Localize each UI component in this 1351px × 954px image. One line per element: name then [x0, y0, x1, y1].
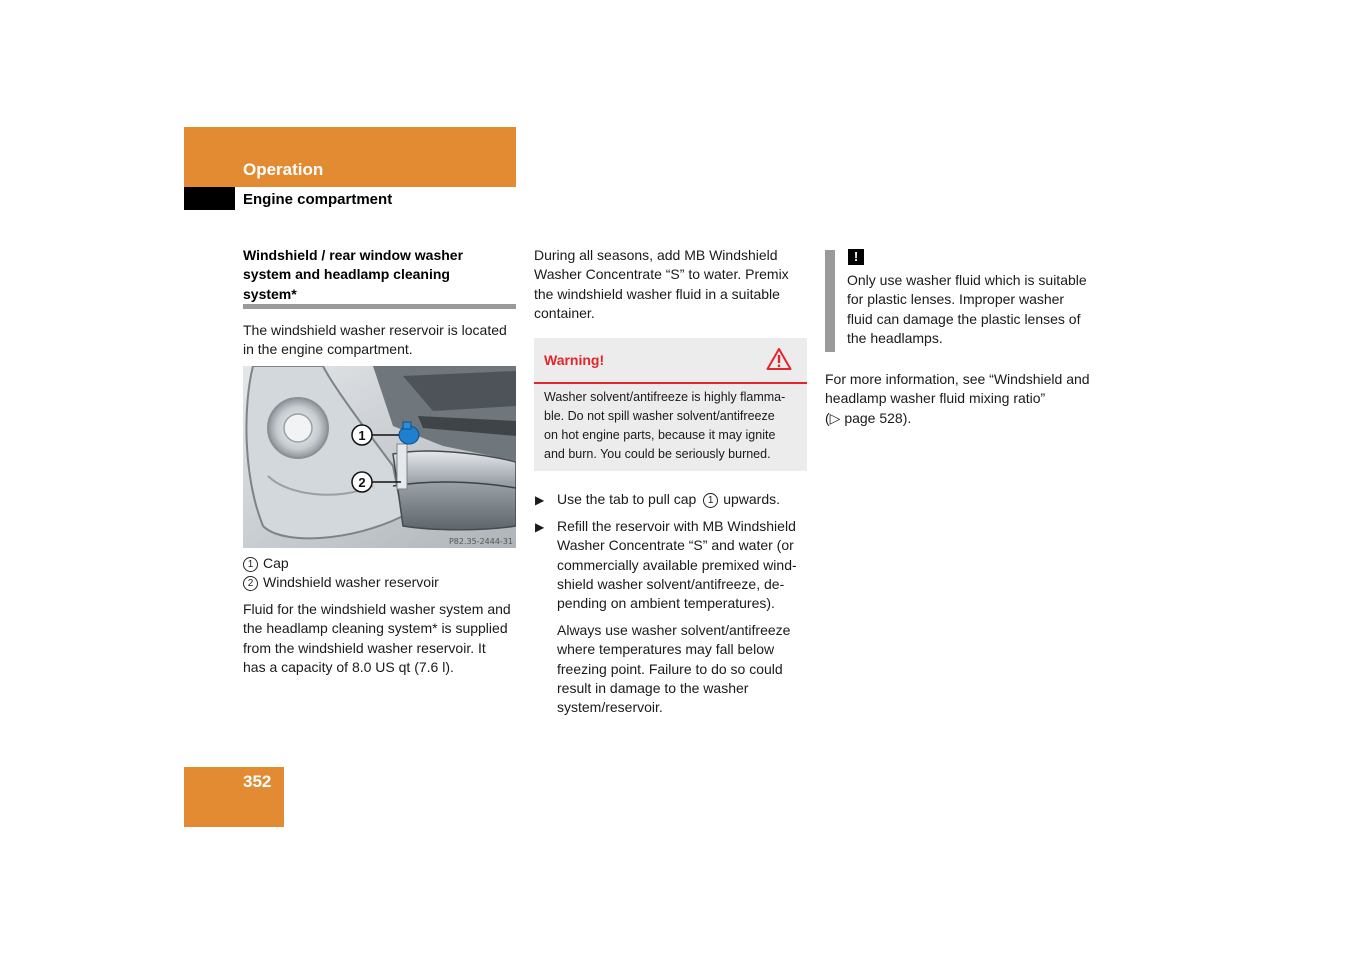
text-line: on hot engine parts, because it may ignite	[544, 428, 776, 442]
text-line: pending on ambient temperatures).	[557, 595, 775, 612]
more-info-paragraph	[825, 370, 1115, 428]
text-line: Fluid for the windshield washer system and	[243, 601, 511, 617]
exclamation-icon: !	[848, 249, 864, 265]
text-line: ble. Do not spill washer solvent/antifreeze	[544, 409, 775, 423]
antifreeze-paragraph	[557, 621, 817, 717]
engine-compartment-figure	[243, 366, 516, 548]
page-reference-link[interactable]: (▷ page 528).	[825, 409, 912, 426]
legend-item	[243, 573, 523, 592]
text-line: fluid can damage the plastic lenses of	[847, 310, 1081, 327]
step-bullet-icon: ▶	[535, 520, 545, 534]
heading-line: system and headlamp cleaning	[243, 266, 450, 283]
step-text: upwards.	[723, 491, 781, 507]
callout-reference: 1	[703, 493, 718, 508]
legend-text: Cap	[263, 555, 289, 571]
page-number: 352	[243, 772, 272, 791]
step-text: Use the tab to pull cap	[557, 491, 697, 507]
text-line: For more information, see “Windshield and	[825, 371, 1090, 387]
warning-title: Warning!	[544, 352, 605, 368]
text-line: Refill the reservoir with MB Windshield	[557, 518, 796, 534]
figure-legend	[243, 554, 523, 593]
text-line: from the windshield washer reservoir. It	[243, 639, 486, 656]
text-line: and burn. You could be seriously burned.	[544, 447, 771, 461]
figure-code: P82.35-2444-31	[448, 537, 513, 546]
warning-box	[534, 338, 807, 471]
callout-1-label: 1	[358, 428, 366, 443]
text-line: During all seasons, add MB Windshield	[534, 247, 778, 263]
warning-text	[544, 388, 802, 464]
text-line: the headlamps.	[847, 329, 943, 346]
text-line: headlamp washer fluid mixing ratio”	[825, 390, 1046, 407]
text-line: container.	[534, 304, 595, 321]
legend-number: 1	[243, 557, 258, 572]
text-line: Always use washer solvent/antifreeze	[557, 622, 791, 638]
warning-triangle-icon	[766, 347, 792, 376]
subsection-title: Engine compartment	[243, 191, 393, 208]
figure-drawing	[243, 366, 516, 548]
text-line: the windshield washer fluid in a suitable	[534, 285, 780, 302]
callout-2-label: 2	[358, 475, 366, 490]
warning-header	[534, 338, 807, 384]
text-line: commercially available premixed wind-	[557, 556, 797, 573]
text-line: where temperatures may fall below	[557, 641, 775, 658]
heading-line: Windshield / rear window washer	[243, 247, 464, 263]
text-line: freezing point. Failure to do so could	[557, 660, 783, 677]
text-line: The windshield washer reservoir is located	[243, 322, 507, 338]
legend-text: Windshield washer reservoir	[263, 574, 439, 591]
legend-item	[243, 554, 523, 573]
capacity-paragraph	[243, 600, 523, 677]
text-line: for plastic lenses. Improper washer	[847, 291, 1065, 308]
heading-rule	[243, 304, 516, 309]
text-line: the headlamp cleaning system* is supplied	[243, 620, 508, 637]
season-paragraph	[534, 246, 814, 323]
text-line: Washer solvent/antifreeze is highly flamma-	[544, 390, 786, 404]
text-line: result in damage to the washer	[557, 679, 749, 696]
text-line: Washer Concentrate “S” to water. Premix	[534, 266, 789, 283]
legend-number: 2	[243, 576, 258, 591]
topic-heading	[243, 246, 516, 304]
section-marker-tab	[184, 187, 235, 210]
heading-line: system*	[243, 285, 297, 302]
text-line: Washer Concentrate “S” and water (or	[557, 537, 794, 554]
note-text	[847, 271, 1112, 348]
text-line: system/reservoir.	[557, 699, 663, 716]
step-bullet-icon: ▶	[535, 493, 545, 507]
section-header-bar	[184, 127, 516, 187]
step-pull-cap	[557, 490, 817, 509]
text-line: shield washer solvent/antifreeze, de-	[557, 575, 785, 592]
text-line: in the engine compartment.	[243, 341, 413, 358]
note-sidebar	[825, 250, 835, 352]
section-title: Operation	[243, 160, 324, 179]
intro-paragraph	[243, 321, 523, 360]
text-line: Only use washer fluid which is suitable	[847, 272, 1087, 288]
text-line: has a capacity of 8.0 US qt (7.6 l).	[243, 658, 454, 675]
step-refill	[557, 517, 817, 613]
